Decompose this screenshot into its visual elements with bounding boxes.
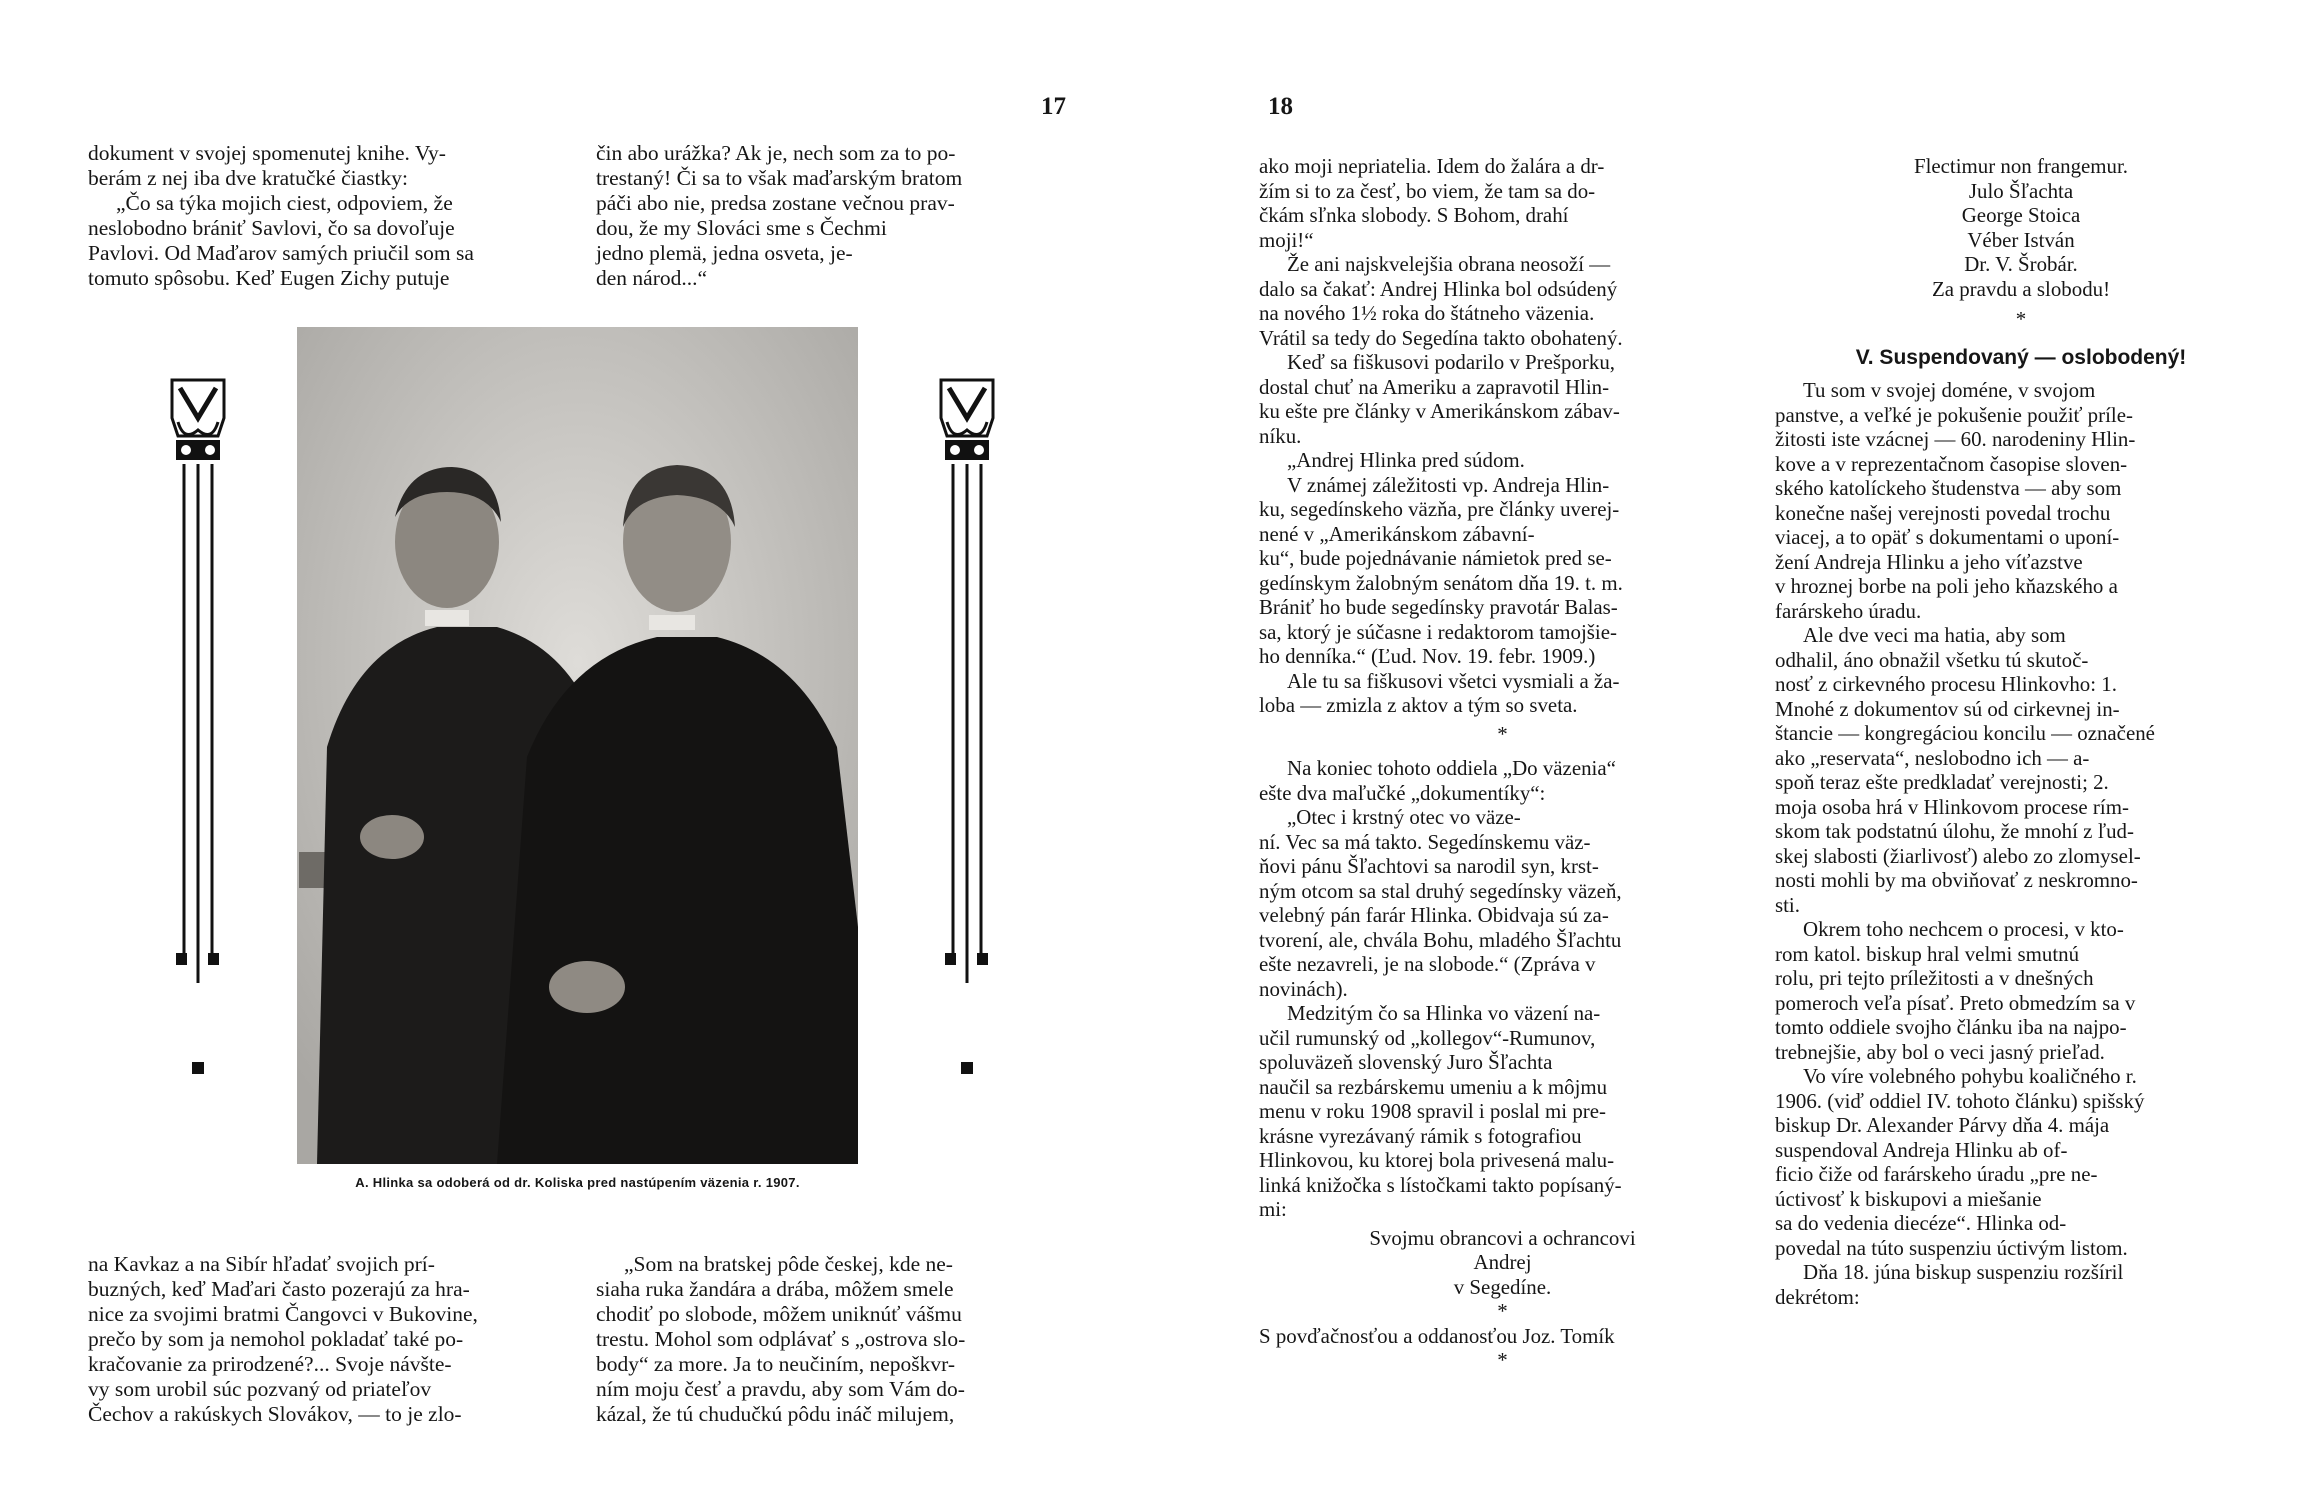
text-line: V. Suspendovaný — oslobodený! bbox=[1855, 345, 2187, 369]
text-line: odhalil, áno obnažil všetku tú skutoč- bbox=[1775, 647, 2089, 672]
text-line: dostal chuť na Ameriku a zapravotil Hlin- bbox=[1259, 374, 1610, 399]
text-line: velebný pán farár Hlinka. Obidvaja sú za- bbox=[1259, 903, 1609, 927]
text-line: farárskeho úradu. bbox=[1775, 598, 1922, 623]
text-line: panstve, a veľké je pokušenie použiť príle- bbox=[1775, 402, 2133, 427]
text-line: Medzitým čo sa Hlinka vo väzení na- bbox=[1287, 1001, 1601, 1025]
text-line: povedal na túto suspenziu úctivým listom. bbox=[1775, 1235, 2128, 1260]
column-3 bbox=[1259, 154, 1746, 1373]
text-line: ského katolíckeho študenstva — aby som bbox=[1775, 476, 2122, 500]
text-line: tvorení, ale, chvála Bohu, mladého Šľachtu bbox=[1259, 927, 1622, 952]
text-line: biskup Dr. Alexander Párvy dňa 4. mája bbox=[1775, 1113, 2110, 1137]
text-line: v Segedíne. bbox=[1453, 1274, 1552, 1299]
text-line: rom katol. biskup hral velmi smutnú bbox=[1775, 941, 2080, 966]
text-line: pomeroch veľa písať. Preto obmedzím sa v bbox=[1775, 990, 2136, 1015]
text-line: Tu som v svojej doméne, v svojom bbox=[1803, 378, 2096, 402]
photo-caption: A. Hlinka sa odoberá od dr. Koliska pred nastúpením väzenia r. 1907. bbox=[355, 1175, 800, 1190]
text-line: ním moju česť a pravdu, aby som Vám do- bbox=[596, 1377, 965, 1401]
text-line: Keď sa fiškusovi podarilo v Prešporku, bbox=[1287, 350, 1615, 374]
text-line: berám z nej iba dve kratučké čiastky: bbox=[88, 166, 408, 190]
text-line: dalo sa čakať: Andrej Hlinka bol odsúdený bbox=[1259, 276, 1618, 301]
text-line: Vo víre volebného pohybu koaličného r. bbox=[1803, 1064, 2137, 1088]
right-page bbox=[1152, 0, 2304, 1500]
text-line: jedno plemä, jedna osveta, je- bbox=[596, 241, 853, 265]
text-line: menu v roku 1908 spravil i poslal mi pre- bbox=[1259, 1099, 1606, 1123]
text-line: sa, ktorý je súčasne i redaktorom tamojšie- bbox=[1259, 619, 1617, 644]
text-line: „Otec i krstný otec vo väze- bbox=[1287, 805, 1521, 829]
text-line: George Stoica bbox=[1961, 203, 2081, 227]
text-line: Na koniec tohoto oddiela „Do väzenia“ bbox=[1287, 756, 1616, 780]
text-line: Dr. V. Šrobár. bbox=[1964, 252, 2078, 276]
column-1-bottom bbox=[88, 1252, 575, 1427]
text-line: kázal, že tú chudučkú pôdu ináč milujem, bbox=[596, 1402, 955, 1426]
text-line: ficio čiže od farárskeho úradu „pre ne- bbox=[1775, 1162, 2098, 1186]
text-line: S povďačnosťou a oddanosťou Joz. Tomík bbox=[1259, 1323, 1615, 1348]
text-line: moji!“ bbox=[1259, 227, 1314, 252]
text-line: Julo Šľachta bbox=[1968, 178, 2074, 203]
text-line: „Som na bratskej pôde českej, kde ne- bbox=[624, 1252, 953, 1276]
text-line: na nového 1½ roka do štátneho väzenia. bbox=[1259, 301, 1595, 325]
text-line: konečne našej verejnosti povedal trochu bbox=[1775, 500, 2111, 525]
text-line: ako „reservata“, neslobodno ich — a- bbox=[1775, 745, 2090, 770]
text-line: trebnejšie, aby bol o veci jasný prieľad. bbox=[1775, 1039, 2105, 1064]
photograph bbox=[297, 327, 858, 1164]
text-line: 1906. (viď oddiel IV. tohoto článku) spišský bbox=[1775, 1088, 2145, 1113]
text-line: ným otcom sa stal druhý segedínsky väzeň, bbox=[1259, 878, 1622, 903]
text-line: siaha ruka žandára a drába, môžem smele bbox=[596, 1277, 954, 1301]
column-2-bottom bbox=[596, 1252, 1073, 1427]
text-line: Véber István bbox=[1967, 227, 2075, 252]
text-line: * bbox=[1497, 721, 1508, 746]
text-line: sti. bbox=[1775, 892, 1800, 917]
text-line: ešte dva maľučké „dokumentíky“: bbox=[1259, 780, 1546, 805]
text-line: Vrátil sa tedy do Segedína takto obohatený. bbox=[1259, 325, 1623, 350]
text-line: nice za svojimi bratmi Čangovci v Bukovine, bbox=[88, 1302, 478, 1326]
text-line: loba — zmizla z aktov a tým so sveta. bbox=[1259, 693, 1578, 717]
text-line: Dňa 18. júna biskup suspenziu rozšíril bbox=[1803, 1260, 2124, 1284]
text-line: Brániť ho bude segedínsky pravotár Balas- bbox=[1259, 595, 1618, 619]
text-line: Za pravdu a slobodu! bbox=[1931, 276, 2111, 301]
text-line: učil rumunský od „kollegov“-Rumunov, bbox=[1259, 1025, 1596, 1050]
text-line: buzných, keď Maďari často pozerajú za hra- bbox=[88, 1277, 470, 1301]
text-line: ho denníka.“ (Ľud. Nov. 19. febr. 1909.) bbox=[1259, 644, 1596, 668]
text-line: vy som urobil súc pozvaný od priateľov bbox=[88, 1377, 432, 1401]
text-line: skom tak podstatnú úlohu, že mnohí z ľud- bbox=[1775, 819, 2134, 843]
text-line: sa do vedenia diecéze“. Hlinka od- bbox=[1775, 1211, 2067, 1235]
text-line: ku“, bude pojednávanie námietok pred se- bbox=[1259, 546, 1612, 570]
text-line: dekrétom: bbox=[1775, 1284, 1860, 1309]
text-line: trestu. Mohol som odplávať s „ostrova slo- bbox=[596, 1327, 966, 1351]
text-line: prečo by som ja nemohol pokladať také po- bbox=[88, 1327, 464, 1351]
text-line: v hroznej borbe na poli jeho kňazského a bbox=[1775, 574, 2118, 598]
text-line: žení Andreja Hlinku a jeho víťazstve bbox=[1775, 549, 2083, 574]
text-line: * bbox=[1497, 1348, 1508, 1372]
text-line: moja osoba hrá v Hlinkovom procese rím- bbox=[1775, 794, 2129, 819]
text-line: tomto oddiele svojho článku iba na najpo- bbox=[1775, 1015, 2127, 1039]
text-line: neslobodno brániť Savlovi, čo sa dovoľuje bbox=[88, 216, 455, 240]
text-line: Okrem toho nechcem o procesi, v kto- bbox=[1803, 917, 2124, 941]
text-line: spoluväzeň slovenský Juro Šľachta bbox=[1259, 1050, 1553, 1074]
text-line: viacej, a to opäť s dokumentami o uponí- bbox=[1775, 525, 2120, 549]
text-line: „Čo sa týka mojich ciest, odpoviem, že bbox=[116, 191, 453, 215]
text-line: spoň teraz ešte predkladať verejnosti; 2. bbox=[1775, 770, 2109, 794]
text-line: gedínskym žalobným senátom dňa 19. t. m. bbox=[1259, 570, 1623, 595]
text-line: kove a v reprezentačnom časopise sloven- bbox=[1775, 451, 2128, 476]
text-line: Čechov a rakúskych Slovákov, — to je zlo- bbox=[88, 1402, 462, 1426]
text-line: ako moji nepriatelia. Idem do žalára a dr- bbox=[1259, 154, 1605, 178]
text-line: naučil sa rezbárskemu umeniu a k môjmu bbox=[1259, 1074, 1608, 1099]
text-line: nosť z cirkevného procesu Hlinkovho: 1. bbox=[1775, 672, 2117, 696]
text-line: body“ za more. Ja to neučiním, nepoškvr- bbox=[596, 1352, 955, 1376]
text-line: Že ani najskvelejšia obrana neosoží — bbox=[1287, 252, 1611, 276]
left-ornament-icon bbox=[168, 378, 228, 1078]
text-line: Svojmu obrancovi a ochrancovi bbox=[1369, 1225, 1636, 1250]
text-line: na Kavkaz a na Sibír hľadať svojich prí- bbox=[88, 1252, 435, 1276]
text-line: nosti mohli by ma obviňovať z neskromno- bbox=[1775, 868, 2138, 892]
text-line: Flectimur non frangemur. bbox=[1913, 154, 2129, 178]
text-line: čin abo urážka? Ak je, nech som za to po- bbox=[596, 141, 956, 165]
text-line: ku ešte pre články v Amerikánskom zábav- bbox=[1259, 399, 1620, 423]
text-line: novinách). bbox=[1259, 976, 1348, 1001]
text-line: * bbox=[2015, 307, 2027, 331]
text-line: Mnohé z dokumentov sú od cirkevnej in- bbox=[1775, 696, 2120, 721]
text-line: štancie — kongregáciou koncilu — označené bbox=[1775, 721, 2155, 745]
text-line: ňovi pánu Šľachtovi sa narodil syn, krst- bbox=[1259, 854, 1599, 878]
column-4 bbox=[1775, 154, 2267, 1309]
text-line: suspendoval Andreja Hlinku ab of- bbox=[1775, 1137, 2068, 1162]
right-ornament-icon bbox=[937, 378, 997, 1078]
text-line: žím si to za česť, bo viem, že tam sa do- bbox=[1259, 178, 1596, 203]
text-line: ní. Vec sa má takto. Segedínskemu väz- bbox=[1259, 829, 1591, 854]
text-line: níku. bbox=[1259, 423, 1302, 448]
text-line: ku, segedínskeho väzňa, pre články uverej- bbox=[1259, 497, 1620, 521]
text-line: „Andrej Hlinka pred súdom. bbox=[1287, 448, 1525, 472]
text-line: skej slabosti (žiarlivosť) alebo zo zlomysel- bbox=[1775, 843, 2141, 868]
text-line: V známej záležitosti vp. Andreja Hlin- bbox=[1287, 472, 1610, 497]
text-line: kračovanie za prirodzené?... Svoje návšte- bbox=[88, 1352, 452, 1376]
text-line: Ale dve veci ma hatia, aby som bbox=[1803, 623, 2066, 647]
text-line: úctivosť k biskupovi a miešanie bbox=[1775, 1186, 2042, 1211]
text-line: Andrej bbox=[1473, 1250, 1532, 1274]
text-line: krásne vyrezávaný rámik s fotografiou bbox=[1259, 1123, 1582, 1148]
text-line: trestaný! Či sa to však maďarským bratom bbox=[596, 166, 963, 190]
text-line: čkám sľnka slobody. S Bohom, drahí bbox=[1259, 203, 1569, 227]
page-number: 17 bbox=[1041, 93, 1066, 120]
column-2-top bbox=[596, 141, 1073, 291]
text-line: Hlinkovou, ku ktorej bola privesená malu- bbox=[1259, 1148, 1615, 1172]
text-line: dokument v svojej spomenutej knihe. Vy- bbox=[88, 141, 446, 165]
text-line: Ale tu sa fiškusovi všetci vysmiali a ža- bbox=[1287, 668, 1620, 693]
text-line: tomuto spôsobu. Keď Eugen Zichy putuje bbox=[88, 266, 450, 290]
page-number: 18 bbox=[1268, 93, 1293, 120]
text-line: páči abo nie, predsa zostane večnou prav- bbox=[596, 191, 955, 215]
text-line: linká knižočka s lístočkami takto popísaný- bbox=[1259, 1172, 1622, 1197]
text-line: žitosti iste vzácnej — 60. narodeniny Hlin- bbox=[1775, 427, 2136, 451]
text-line: mi: bbox=[1259, 1197, 1287, 1221]
text-line: Pavlovi. Od Maďarov samých priučil som sa bbox=[88, 241, 474, 265]
text-line: rolu, pri tejto príležitosti a v dnešných bbox=[1775, 966, 2094, 990]
text-line: dou, že my Slováci sme s Čechmi bbox=[596, 216, 887, 240]
text-line: nené v „Amerikánskom zábavní- bbox=[1259, 521, 1535, 546]
text-line: den národ...“ bbox=[596, 266, 708, 290]
text-line: ešte nezavreli, je na slobode.“ (Zpráva v bbox=[1259, 952, 1596, 976]
text-line: chodiť po slobode, môžem uniknúť vášmu bbox=[596, 1302, 962, 1326]
text-line: * bbox=[1497, 1299, 1508, 1323]
column-1-top bbox=[88, 141, 575, 291]
